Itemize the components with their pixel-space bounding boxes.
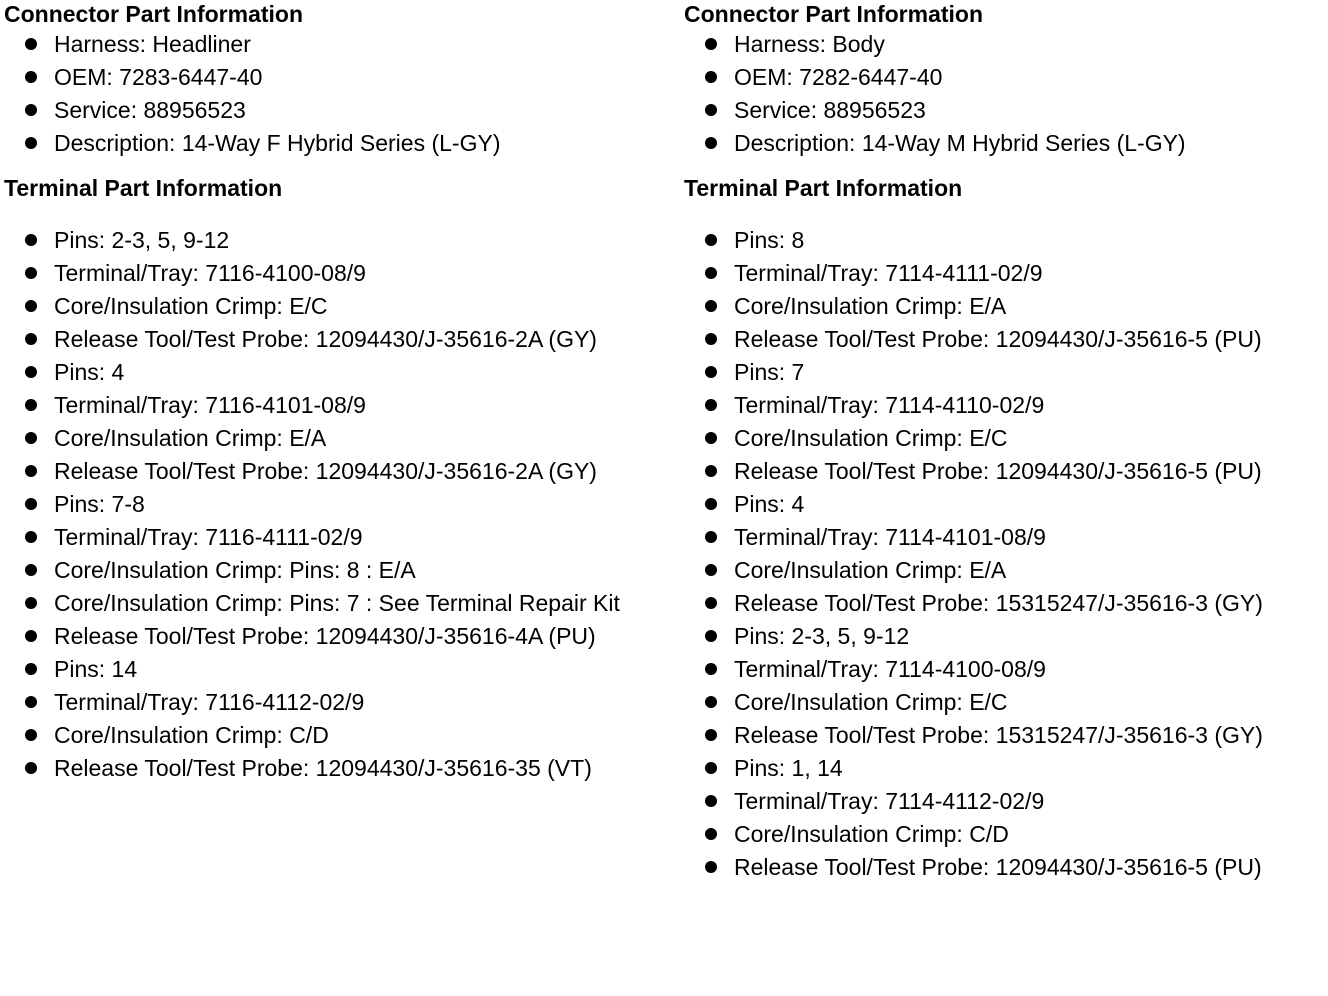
- list-item: [4, 224, 664, 257]
- list-item: [4, 653, 664, 686]
- list-item: [4, 587, 664, 620]
- list-item: [4, 61, 664, 94]
- list-item: [684, 554, 1328, 587]
- list-item-text: Core/Insulation Crimp: E/C: [54, 293, 328, 319]
- list-item-text: Terminal/Tray: 7114-4101-08/9: [734, 524, 1046, 550]
- list-item-text: Pins: 7: [734, 359, 805, 385]
- list-item: [4, 719, 664, 752]
- list-item: [4, 620, 664, 653]
- bullet-icon: [25, 71, 37, 83]
- list-item: [4, 28, 664, 61]
- right-column: [684, 0, 1328, 884]
- list-item-text: Release Tool/Test Probe: 15315247/J-35616-3 (GY): [734, 590, 1263, 616]
- list-item: [4, 356, 664, 389]
- bullet-icon: [25, 399, 37, 411]
- bullet-icon: [25, 465, 37, 477]
- terminal-group: [684, 356, 1328, 488]
- list-item: [684, 620, 1328, 653]
- list-item: [4, 488, 664, 521]
- bullet-icon: [705, 137, 717, 149]
- list-item-text: Release Tool/Test Probe: 12094430/J-35616-2A (GY): [54, 326, 597, 352]
- list-item-text: Core/Insulation Crimp: C/D: [734, 821, 1009, 847]
- bullet-icon: [25, 498, 37, 510]
- bullet-icon: [705, 597, 717, 609]
- bullet-icon: [25, 564, 37, 576]
- connector-heading: Connector Part Information: [4, 1, 304, 27]
- list-item-text: Pins: 4: [54, 359, 125, 385]
- bullet-icon: [705, 861, 717, 873]
- list-item: [684, 389, 1328, 422]
- list-item: [684, 61, 1328, 94]
- bullet-icon: [705, 104, 717, 116]
- list-item-text: Release Tool/Test Probe: 12094430/J-35616-5 (PU): [734, 326, 1262, 352]
- bullet-icon: [705, 498, 717, 510]
- list-item-text: OEM: 7282-6447-40: [734, 64, 943, 90]
- list-item-text: Service: 88956523: [734, 97, 926, 123]
- terminal-group: [684, 224, 1328, 356]
- bullet-icon: [705, 630, 717, 642]
- list-item: [4, 686, 664, 719]
- bullet-icon: [25, 762, 37, 774]
- bullet-icon: [705, 38, 717, 50]
- bullet-icon: [25, 663, 37, 675]
- list-item: [4, 290, 664, 323]
- terminal-groups: [684, 224, 1328, 884]
- list-item: [684, 224, 1328, 257]
- bullet-icon: [25, 531, 37, 543]
- list-item-text: Pins: 2-3, 5, 9-12: [734, 623, 910, 649]
- bullet-icon: [705, 729, 717, 741]
- list-item: [684, 28, 1328, 61]
- list-item: [684, 455, 1328, 488]
- list-item: [684, 818, 1328, 851]
- bullet-icon: [705, 267, 717, 279]
- bullet-icon: [25, 630, 37, 642]
- list-item: [684, 719, 1328, 752]
- list-item-text: Release Tool/Test Probe: 12094430/J-35616-35 (VT): [54, 755, 592, 781]
- list-item-text: Terminal/Tray: 7114-4111-02/9: [734, 260, 1043, 286]
- list-item: [684, 323, 1328, 356]
- bullet-icon: [705, 366, 717, 378]
- list-item-text: Core/Insulation Crimp: C/D: [54, 722, 329, 748]
- list-item: [684, 422, 1328, 455]
- bullet-icon: [705, 432, 717, 444]
- bullet-icon: [705, 399, 717, 411]
- terminal-group: [4, 653, 664, 785]
- list-item-text: Pins: 1, 14: [734, 755, 843, 781]
- bullet-icon: [25, 38, 37, 50]
- list-item-text: Core/Insulation Crimp: E/A: [734, 293, 1007, 319]
- list-item: [684, 290, 1328, 323]
- list-item-text: Core/Insulation Crimp: E/C: [734, 689, 1008, 715]
- list-item: [684, 521, 1328, 554]
- bullet-icon: [705, 333, 717, 345]
- list-item-text: Release Tool/Test Probe: 12094430/J-35616-5 (PU): [734, 854, 1262, 880]
- list-item-text: Core/Insulation Crimp: Pins: 7 : See Terminal Repair Kit: [54, 590, 620, 616]
- terminal-heading: Terminal Part Information: [4, 175, 283, 201]
- terminal-group: [684, 620, 1328, 752]
- list-item: [684, 356, 1328, 389]
- list-item-text: Terminal/Tray: 7116-4101-08/9: [54, 392, 366, 418]
- list-item: [4, 455, 664, 488]
- list-item: [4, 389, 664, 422]
- bullet-icon: [705, 234, 717, 246]
- connector-list: [4, 28, 664, 160]
- list-item: [684, 127, 1328, 160]
- bullet-icon: [705, 465, 717, 477]
- terminal-group: [4, 356, 664, 488]
- terminal-group: [684, 488, 1328, 620]
- list-item: [4, 94, 664, 127]
- list-item-text: Pins: 7-8: [54, 491, 145, 517]
- list-item-text: Harness: Headliner: [54, 31, 251, 57]
- terminal-group: [4, 224, 664, 356]
- bullet-icon: [705, 531, 717, 543]
- bullet-icon: [25, 333, 37, 345]
- bullet-icon: [705, 828, 717, 840]
- list-item-text: Core/Insulation Crimp: E/A: [734, 557, 1007, 583]
- list-item: [4, 752, 664, 785]
- list-item: [4, 127, 664, 160]
- list-item-text: Terminal/Tray: 7116-4100-08/9: [54, 260, 366, 286]
- bullet-icon: [705, 696, 717, 708]
- bullet-icon: [705, 762, 717, 774]
- bullet-icon: [25, 432, 37, 444]
- list-item: [4, 323, 664, 356]
- bullet-icon: [25, 366, 37, 378]
- list-item: [684, 488, 1328, 521]
- list-item: [684, 94, 1328, 127]
- list-item: [684, 653, 1328, 686]
- terminal-groups: [4, 224, 664, 785]
- list-item-text: Release Tool/Test Probe: 12094430/J-35616-5 (PU): [734, 458, 1262, 484]
- list-item: [684, 785, 1328, 818]
- list-item-text: Release Tool/Test Probe: 12094430/J-35616-4A (PU): [54, 623, 596, 649]
- list-item: [684, 851, 1328, 884]
- left-column: [4, 0, 664, 785]
- list-item-text: Terminal/Tray: 7114-4112-02/9: [734, 788, 1045, 814]
- terminal-heading: Terminal Part Information: [684, 175, 963, 201]
- bullet-icon: [25, 137, 37, 149]
- list-item: [4, 554, 664, 587]
- list-item-text: Terminal/Tray: 7114-4110-02/9: [734, 392, 1045, 418]
- list-item-text: Harness: Body: [734, 31, 885, 57]
- list-item-text: Service: 88956523: [54, 97, 246, 123]
- list-item-text: Pins: 2-3, 5, 9-12: [54, 227, 230, 253]
- list-item-text: Release Tool/Test Probe: 12094430/J-35616-2A (GY): [54, 458, 597, 484]
- bullet-icon: [25, 234, 37, 246]
- list-item: [4, 257, 664, 290]
- list-item-text: Core/Insulation Crimp: E/A: [54, 425, 327, 451]
- list-item-text: Terminal/Tray: 7116-4112-02/9: [54, 689, 365, 715]
- connector-list: [684, 28, 1328, 160]
- bullet-icon: [25, 267, 37, 279]
- list-item: [684, 587, 1328, 620]
- bullet-icon: [25, 300, 37, 312]
- list-item-text: Core/Insulation Crimp: Pins: 8 : E/A: [54, 557, 416, 583]
- list-item-text: Description: 14-Way M Hybrid Series (L-GY): [734, 130, 1186, 156]
- bullet-icon: [705, 795, 717, 807]
- bullet-icon: [705, 71, 717, 83]
- list-item: [4, 521, 664, 554]
- bullet-icon: [705, 663, 717, 675]
- bullet-icon: [705, 300, 717, 312]
- connector-heading: Connector Part Information: [684, 1, 984, 27]
- list-item-text: Description: 14-Way F Hybrid Series (L-GY): [54, 130, 501, 156]
- list-item: [684, 686, 1328, 719]
- bullet-icon: [25, 597, 37, 609]
- terminal-group: [684, 752, 1328, 884]
- list-item: [4, 422, 664, 455]
- bullet-icon: [25, 104, 37, 116]
- list-item-text: Core/Insulation Crimp: E/C: [734, 425, 1008, 451]
- bullet-icon: [705, 564, 717, 576]
- list-item-text: Pins: 8: [734, 227, 805, 253]
- list-item: [684, 752, 1328, 785]
- list-item-text: Pins: 14: [54, 656, 138, 682]
- list-item-text: Pins: 4: [734, 491, 805, 517]
- list-item-text: OEM: 7283-6447-40: [54, 64, 263, 90]
- list-item-text: Terminal/Tray: 7116-4111-02/9: [54, 524, 363, 550]
- bullet-icon: [25, 729, 37, 741]
- bullet-icon: [25, 696, 37, 708]
- list-item-text: Release Tool/Test Probe: 15315247/J-35616-3 (GY): [734, 722, 1263, 748]
- list-item: [684, 257, 1328, 290]
- terminal-group: [4, 488, 664, 653]
- list-item-text: Terminal/Tray: 7114-4100-08/9: [734, 656, 1046, 682]
